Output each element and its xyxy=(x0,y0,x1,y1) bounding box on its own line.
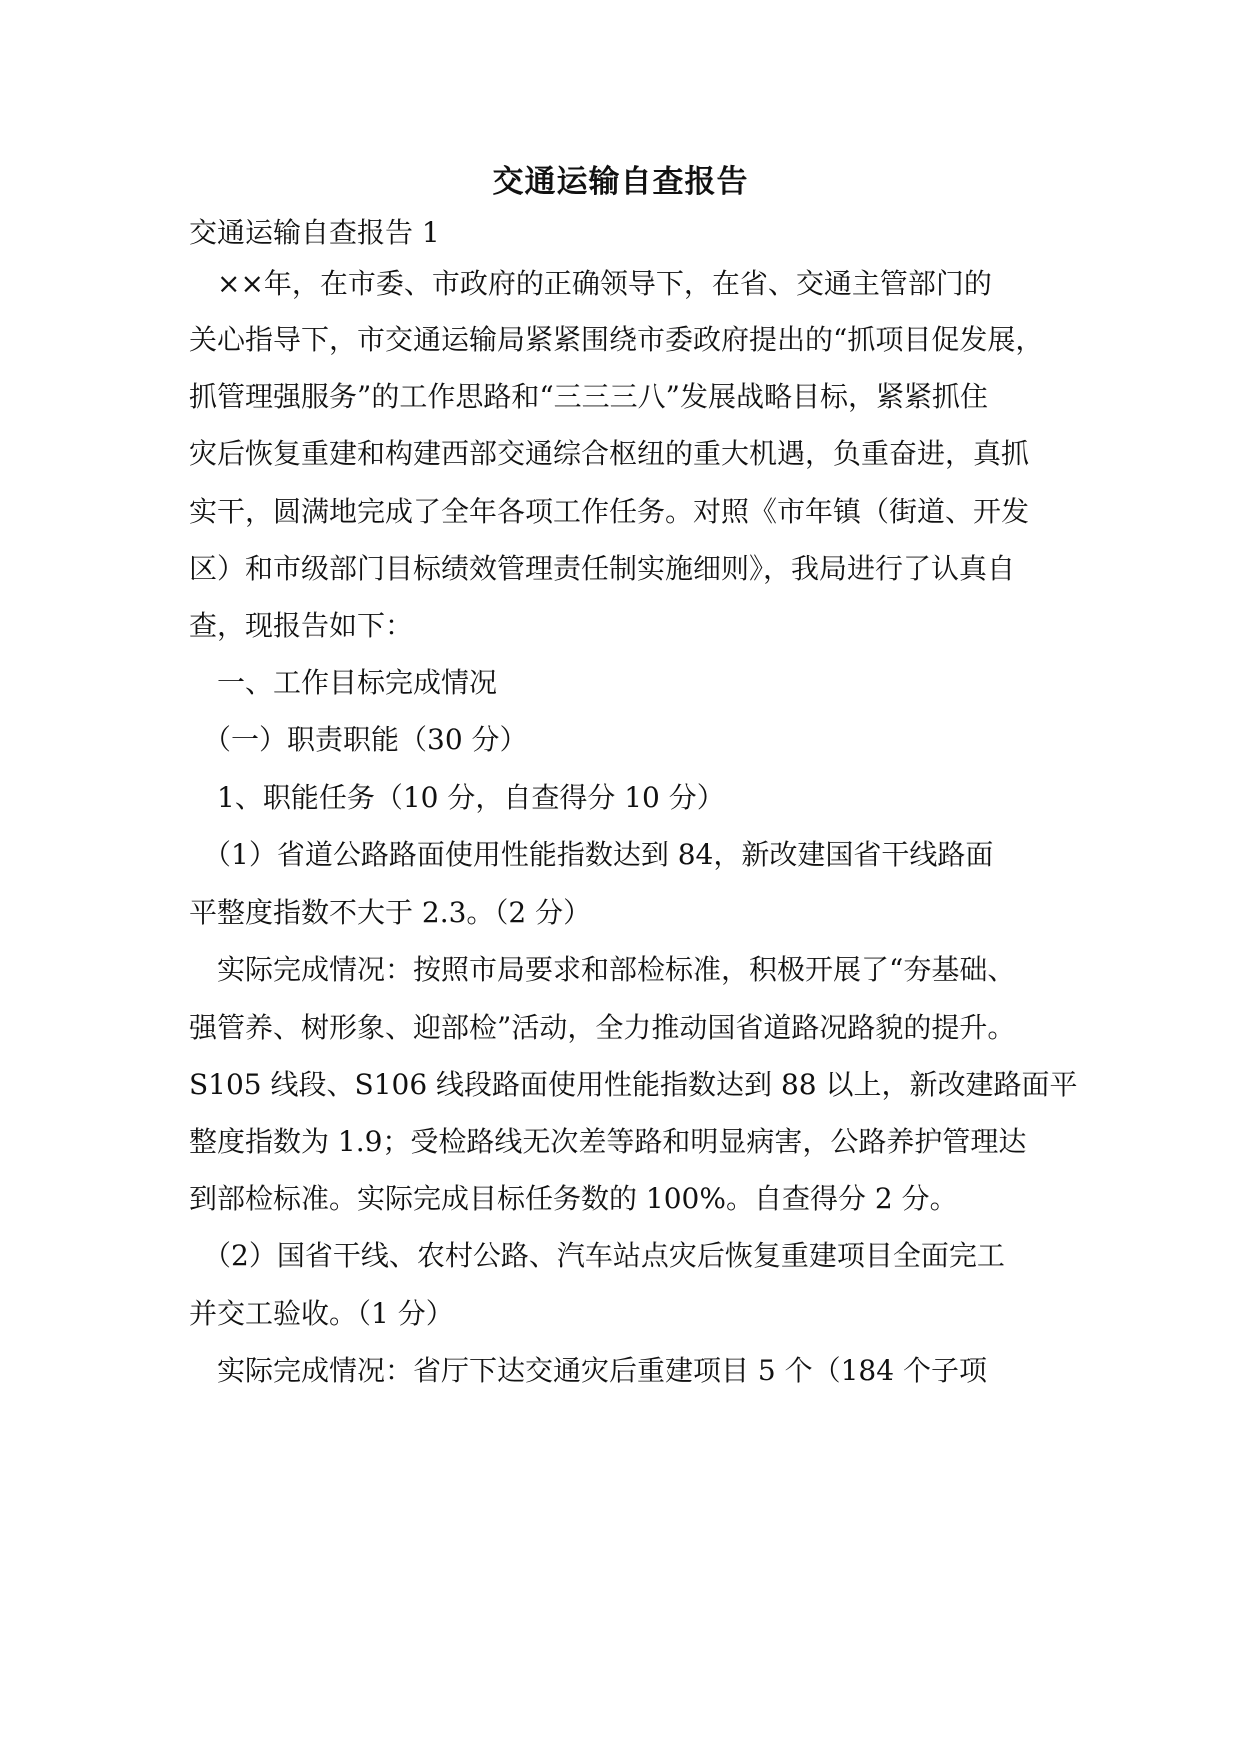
text-line: 并交工验收。（1 分） xyxy=(189,1297,454,1330)
text-line: 抓管理强服务”的工作思路和“三三三八”发展战略目标，紧紧抓住 xyxy=(189,380,988,413)
text-line: 实际完成情况：按照市局要求和部检标准，积极开展了“夯基础、 xyxy=(189,953,1016,986)
text-line: （2）国省干线、农村公路、汽车站点灾后恢复重建项目全面完工 xyxy=(189,1239,1005,1272)
text-line: （一）职责职能（30 分） xyxy=(189,723,528,756)
text-line: 平整度指数不大于 2.3。（2 分） xyxy=(189,896,592,929)
text-line: 实际完成情况：省厅下达交通灾后重建项目 5 个（184 个子项 xyxy=(189,1354,987,1387)
text-line: 强管养、树形象、迎部检”活动，全力推动国省道路况路貌的提升。 xyxy=(189,1011,1016,1044)
text-line: 灾后恢复重建和构建西部交通综合枢纽的重大机遇，负重奋进，真抓 xyxy=(189,437,1030,470)
document-title: 交通运输自查报告 xyxy=(492,164,749,200)
text-line: ××年，在市委、市政府的正确领导下，在省、交通主管部门的 xyxy=(189,267,992,300)
text-line: （1）省道公路路面使用性能指数达到 84，新改建国省干线路面 xyxy=(189,838,994,871)
text-line: S105 线段、S106 线段路面使用性能指数达到 88 以上，新改建路面平 xyxy=(189,1068,1078,1101)
text-line: 1、职能任务（10 分，自查得分 10 分） xyxy=(189,781,725,814)
text-line: 整度指数为 1.9；受检路线无次差等路和明显病害，公路养护管理达 xyxy=(189,1125,1027,1158)
text-line: 查，现报告如下： xyxy=(189,609,414,642)
text-line: 关心指导下，市交通运输局紧紧围绕市委政府提出的“抓项目促发展， xyxy=(189,323,1044,356)
text-line: 区）和市级部门目标绩效管理责任制实施细则》，我局进行了认真自 xyxy=(189,552,1016,585)
text-line: 到部检标准。实际完成目标任务数的 100%。自查得分 2 分。 xyxy=(189,1182,958,1215)
text-line: 一、工作目标完成情况 xyxy=(189,666,498,699)
text-line: 交通运输自查报告 1 xyxy=(189,216,440,249)
text-line: 实干，圆满地完成了全年各项工作任务。对照《市年镇（街道、开发 xyxy=(189,495,1030,528)
